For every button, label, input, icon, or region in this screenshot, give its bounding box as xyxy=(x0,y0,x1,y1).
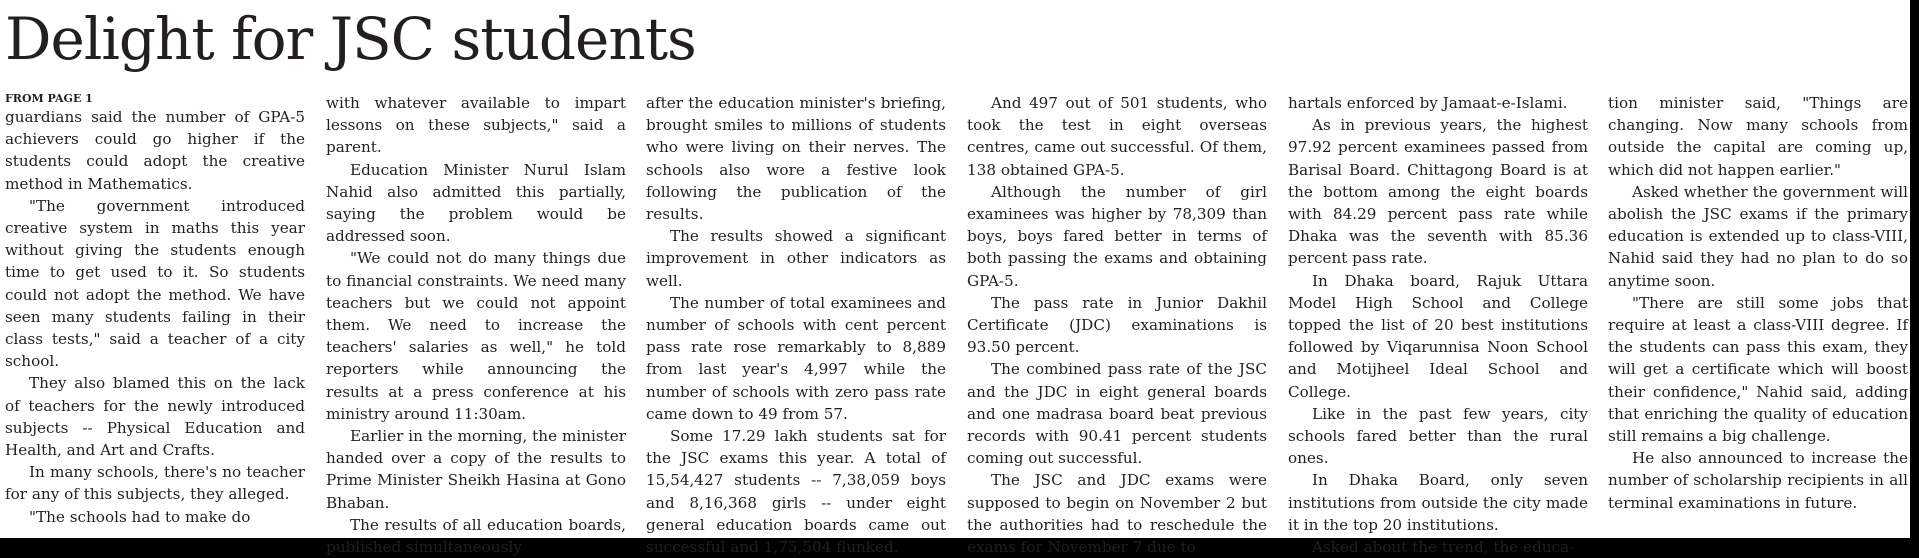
paragraph: In Dhaka Board, only seven institutions from outside the city made it in the top 20 institutions. xyxy=(1288,471,1588,534)
paragraph: "There are still some jobs that require at least a class-VIII degree. If the students can pass this exam, they will get a certificate which will boost their confidence," Nahid said, adding that enriching the quality of education still remains a big challenge. xyxy=(1608,293,1908,446)
paragraph: The JSC and JDC exams were supposed to begin on November 2 but the authorities had to reschedule the exams for November 7 due to xyxy=(967,471,1267,557)
paragraph: "The schools had to make do xyxy=(29,507,251,526)
paragraph: The pass rate in Junior Dakhil Certificate (JDC) examinations is 93.50 percent. xyxy=(967,293,1267,357)
headline: Delight for JSC students xyxy=(5,5,696,73)
continuation-kicker: FROM PAGE 1 xyxy=(5,92,93,105)
paragraph: The results showed a significant improvement in other indicators as well. xyxy=(646,227,946,290)
paragraph: "We could not do many things due to financial constraints. We need many teachers but we could not appoint them. We need to increase the teachers' salaries as well," he told reporters while announcing the results at a press conference at his ministry around 11:30am. xyxy=(326,249,626,423)
article-column-3 xyxy=(646,92,946,557)
paragraph: Some 17.29 lakh students sat for the JSC exams this year. A total of 15,54,427 students -- 7,38,059 boys and 8,16,368 girls -- under eight general education boards came out successful and 1,75,504 flunked. xyxy=(646,427,946,557)
paragraph: hartals enforced by Jamaat-e-Islami. xyxy=(1288,94,1568,112)
paragraph: with whatever available to impart lessons on these subjects," said a parent. xyxy=(326,94,626,157)
paragraph: In many schools, there's no teacher for any of this subjects, they alleged. xyxy=(5,463,305,504)
paragraph: Education Minister Nurul Islam Nahid also admitted this partially, saying the problem would be addressed soon. xyxy=(326,160,626,246)
paragraph: after the education minister's briefing, brought smiles to millions of students who were living on their nerves. The schools also wore a festive look following the publication of the results. xyxy=(646,94,946,224)
paragraph: And 497 out of 501 students, who took the test in eight overseas centres, came out successful. Of them, 138 obtained GPA-5. xyxy=(967,94,1267,179)
paragraph: Although the number of girl examinees was higher by 78,309 than boys, boys fared better in terms of both passing the exams and obtaining GPA-5. xyxy=(967,182,1267,290)
paragraph: The results of all education boards, published simultaneously xyxy=(326,515,626,557)
article-column-6 xyxy=(1608,92,1908,538)
paragraph: The combined pass rate of the JSC and the JDC in eight general boards and one madrasa board beat previous records with 90.41 percent students coming out successful. xyxy=(967,360,1267,468)
paragraph: Earlier in the morning, the minister handed over a copy of the results to Prime Minister Sheikh Hasina at Gono Bhaban. xyxy=(326,427,626,512)
article-column-4 xyxy=(967,92,1267,557)
paragraph: Asked about the trend, the educa- xyxy=(1312,538,1575,557)
paragraph: They also blamed this on the lack of teachers for the newly introduced subjects -- Physical Education and Health, and Art and Crafts. xyxy=(5,374,305,460)
article-column-1 xyxy=(5,92,305,538)
paragraph: He also announced to increase the number of scholarship recipients in all terminal examinations in future. xyxy=(1608,449,1908,512)
paragraph: guardians said the number of GPA-5 achievers could go higher if the students could adopt the creative method in Mathematics. xyxy=(5,108,305,193)
paragraph: Like in the past few years, city schools fared better than the rural ones. xyxy=(1288,404,1588,468)
article-column-2 xyxy=(326,92,626,557)
paragraph: The number of total examinees and number of schools with cent percent pass rate rose remarkably to 8,889 from last year's 4,997 while the number of schools with zero pass rate came down to 49 from 57. xyxy=(646,293,946,423)
article-column-5 xyxy=(1288,92,1588,557)
paragraph: In Dhaka board, Rajuk Uttara Model High School and College topped the list of 20 best institutions followed by Viqarunnisa Noon School and Motijheel Ideal School and College. xyxy=(1288,271,1588,401)
paragraph: tion minister said, "Things are changing. Now many schools from outside the capital are coming up, which did not happen earlier." xyxy=(1608,94,1908,179)
page-edge-rule xyxy=(1910,0,1919,538)
paragraph: Asked whether the government will abolish the JSC exams if the primary education is extended up to class-VIII, Nahid said they had no plan to do so anytime soon. xyxy=(1608,182,1908,290)
paragraph: As in previous years, the highest 97.92 percent examinees passed from Barisal Board. Chittagong Board is at the bottom among the eight boards with 84.29 percent pass rate while Dhaka was the seventh with 85.36 percent pass rate. xyxy=(1288,116,1588,268)
paragraph: "The government introduced creative system in maths this year without giving the students enough time to get used to it. So students could not adopt the method. We have seen many students failing in their class tests," said a teacher of a city school. xyxy=(5,196,305,371)
